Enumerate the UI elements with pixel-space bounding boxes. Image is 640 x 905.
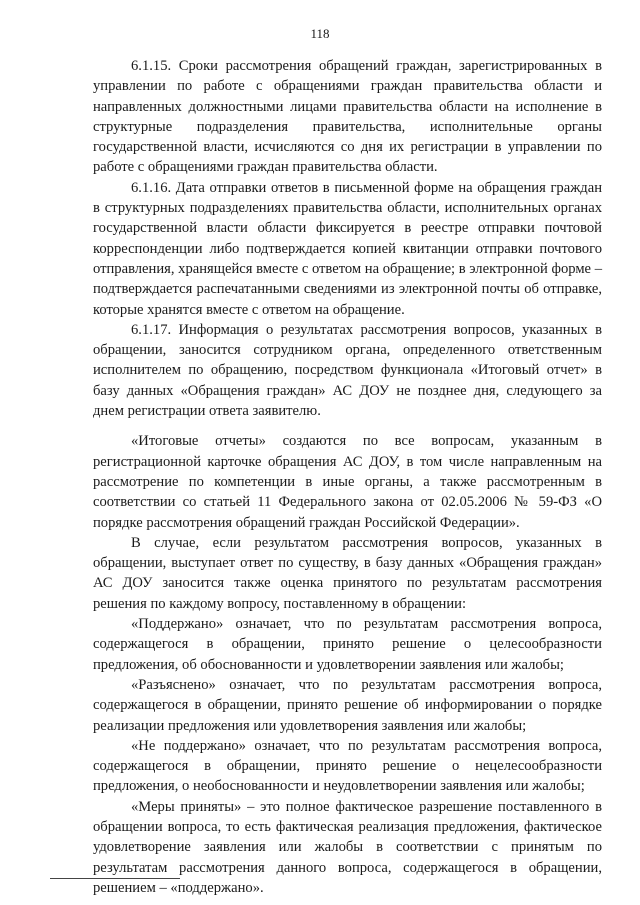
paragraph-6-1-17: 6.1.17. Информация о результатах рассмотрения вопросов, указанных в обращении, заносится сотрудником органа, определенного ответственным исполнителем по обращению, посредством функционала «Итоговый отчет» в базу данных «Обращения граждан» АС ДОУ не позднее дня, следующего за днем регистрации ответа заявителю. <box>93 321 602 420</box>
page-number: 118 <box>310 26 330 41</box>
paragraph-itogovye-otchety: «Итоговые отчеты» создаются по все вопросам, указанным в регистрационной карточке обращения АС ДОУ, в том числе направленным на рассмотрение по компетенции в иные органы, а также рассмотренным в соответствии со статьей 11 Федерального закона от 02.05.2006 № 59-ФЗ «О порядке рассмотрения обращений граждан Российской Федерации». <box>93 433 602 531</box>
paragraph-razyasneno: «Разъяснено» означает, что по результатам рассмотрения вопроса, содержащегося в обращении, принято решение об информировании о порядке реализации предложения или удовлетворения заявления или жалобы; <box>93 676 602 734</box>
paragraph-6-1-15: 6.1.15. Сроки рассмотрения обращений граждан, зарегистрированных в управлении по работе с обращениями граждан правительства области и направленных должностными лицами правительства области на исполнение в структурные подразделения правительства, исполнительные органы государственной власти, исчисляются со дня их регистрации в управлении по работе с обращениями граждан правительства области. <box>93 58 602 176</box>
paragraph-podderzhano: «Поддержано» означает, что по результатам рассмотрения вопроса, содержащегося в обращении, принято решение о целесообразности предложения, об обоснованности и удовлетворении заявления или жалобы; <box>93 616 602 673</box>
paragraph-mery-prinyaty: «Меры приняты» – это полное фактическое разрешение поставленного в обращении вопроса, то есть фактическая реализация предложения, фактическое удовлетворение заявления или жалобы в соответствии с принятым по результатам рассмотрения данного вопроса, содержащегося в обращении, решением – «поддержано». <box>93 798 602 896</box>
paragraph-v-sluchae: В случае, если результатом рассмотрения вопросов, указанных в обращении, выступает ответ по существу, в базу данных «Обращения граждан» АС ДОУ заносится также оценка принятого по результатам рассмотрения решения по каждому вопросу, поставленному в обращении: <box>93 534 602 612</box>
footnote-divider <box>50 878 180 879</box>
paragraph-6-1-16: 6.1.16. Дата отправки ответов в письменной форме на обращения граждан в структурных подразделениях правительства области, исполнительных органах государственной власти области фиксируется в реестре отправки почтовой корреспонденции либо подтверждается копией квитанции отправки почтового отправления, хранящейся вместе с ответом на обращение; в электронной форме – подтверждается распечатанными сведениями из электронной почты об отправке, которые хранятся вместе с ответом на обращение. <box>93 179 602 318</box>
paragraph-ne-podderzhano: «Не поддержано» означает, что по результатам рассмотрения вопроса, содержащегося в обращении, принято решение о нецелесообразности предложения, о необоснованности и неудовлетворении заявления или жалобы; <box>93 737 602 795</box>
document-body <box>93 56 602 898</box>
